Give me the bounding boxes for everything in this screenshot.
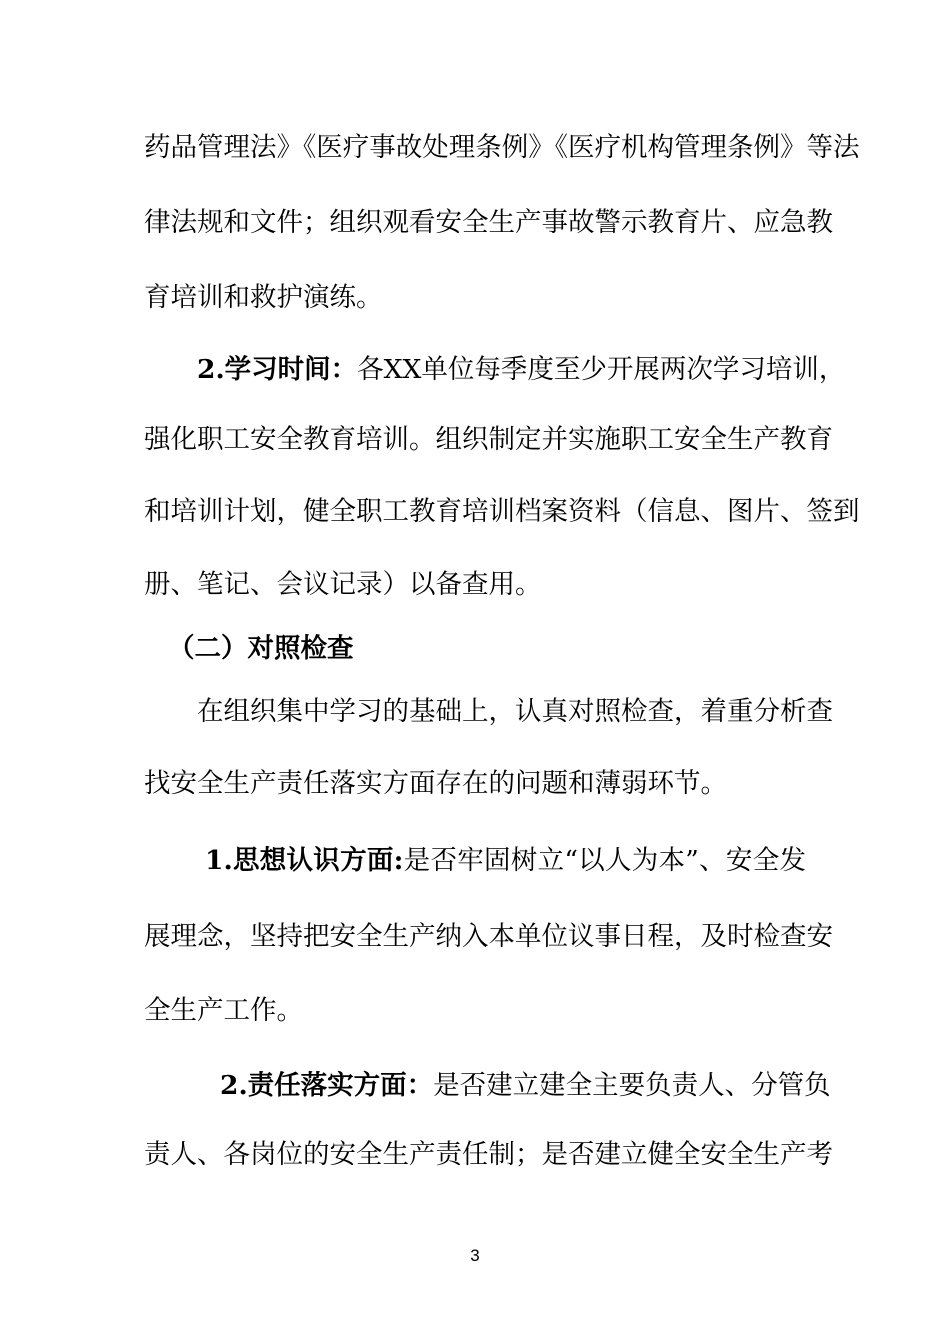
body-text-line: 在组织集中学习的基础上，认真对照检查，着重分析查 bbox=[197, 696, 833, 727]
point-2-line bbox=[220, 1070, 831, 1101]
point-2-text: 是否建立建全主要负责人、分管负 bbox=[433, 1070, 831, 1101]
point-2-heading: 2.责任落实方面： bbox=[220, 1070, 434, 1101]
body-text-line: 律法规和文件；组织观看安全生产事故警示教育片、应急教 bbox=[144, 207, 833, 238]
page-number: 3 bbox=[470, 1246, 480, 1265]
body-text-line: 和培训计划，健全职工教育培训档案资料（信息、图片、签到 bbox=[144, 496, 860, 527]
point-1-line bbox=[205, 846, 806, 876]
item-2-line bbox=[197, 354, 846, 385]
body-text-line: 全生产工作。 bbox=[144, 995, 303, 1026]
body-text-line: 展理念，坚持把安全生产纳入本单位议事日程，及时检查安 bbox=[144, 921, 833, 952]
body-text-line: 育培训和救护演练。 bbox=[144, 282, 383, 313]
section-heading: （二）对照检查 bbox=[168, 633, 354, 664]
body-text-line: 找安全生产责任落实方面存在的问题和薄弱环节。 bbox=[144, 768, 727, 799]
point-1-heading: 1.思想认识方面: bbox=[205, 845, 404, 876]
body-text-line: 药品管理法》《医疗事故处理条例》《医疗机构管理条例》等法 bbox=[144, 132, 860, 163]
body-text-line: 强化职工安全教育培训。组织制定并实施职工安全生产教育 bbox=[144, 424, 833, 455]
item-2-heading: 2.学习时间： bbox=[197, 354, 358, 385]
point-1-text: 是否牢固树立“以人为本”、安全发 bbox=[403, 845, 806, 876]
body-text-line: 册、笔记、会议记录）以备查用。 bbox=[144, 569, 542, 600]
body-text-line: 责人、各岗位的安全生产责任制；是否建立健全安全生产考 bbox=[144, 1139, 833, 1170]
item-2-text: 各XX单位每季度至少开展两次学习培训， bbox=[357, 354, 846, 385]
